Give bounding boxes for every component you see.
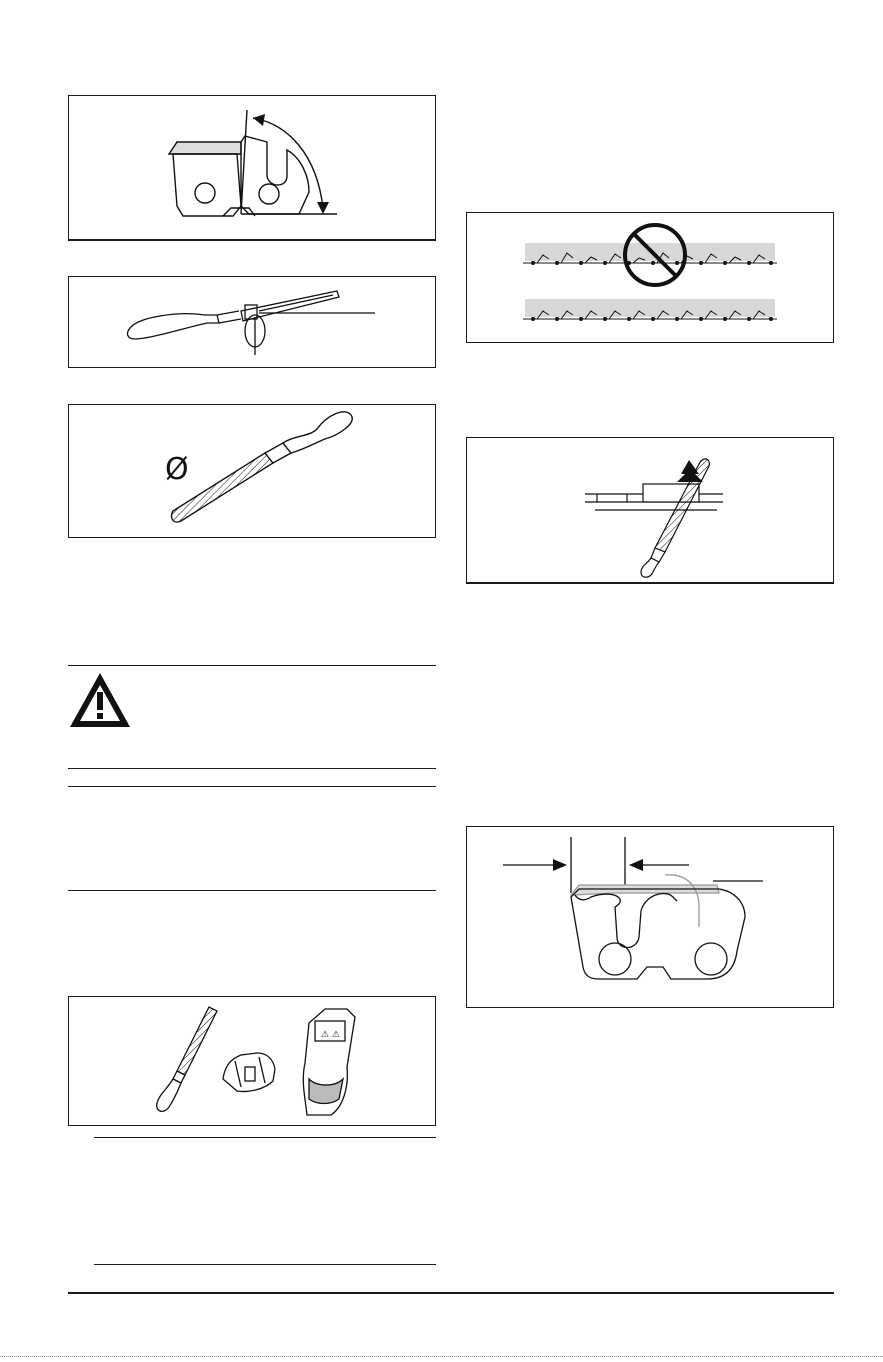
figure-chain-comparison [466, 212, 834, 343]
warning-triangle-icon [67, 670, 133, 730]
divider [94, 1264, 436, 1265]
figure-cutter-length [466, 826, 834, 1008]
cutter-length-icon [467, 827, 833, 1007]
figure-file-holder [68, 276, 436, 368]
figure-tools [68, 996, 436, 1126]
page-edge [0, 1356, 883, 1357]
divider [94, 1137, 436, 1138]
cutter-tooth-angle-icon [69, 96, 435, 240]
file-holder-icon [69, 277, 435, 367]
footer-rule [68, 1292, 834, 1294]
divider [68, 890, 436, 891]
chain-comparison-icon [467, 213, 833, 342]
figure-cutter-angle [68, 95, 436, 241]
sharpening-tools-icon [69, 997, 435, 1125]
diameter-symbol: Ø [165, 452, 189, 487]
figure-file-direction [466, 437, 834, 584]
divider [68, 665, 436, 666]
divider [68, 786, 436, 787]
round-file-diameter-icon [69, 405, 435, 537]
svg-text:⚠ ⚠: ⚠ ⚠ [321, 1030, 340, 1040]
file-direction-icon [467, 438, 833, 583]
figure-file-diameter [68, 404, 436, 538]
divider [68, 768, 436, 769]
